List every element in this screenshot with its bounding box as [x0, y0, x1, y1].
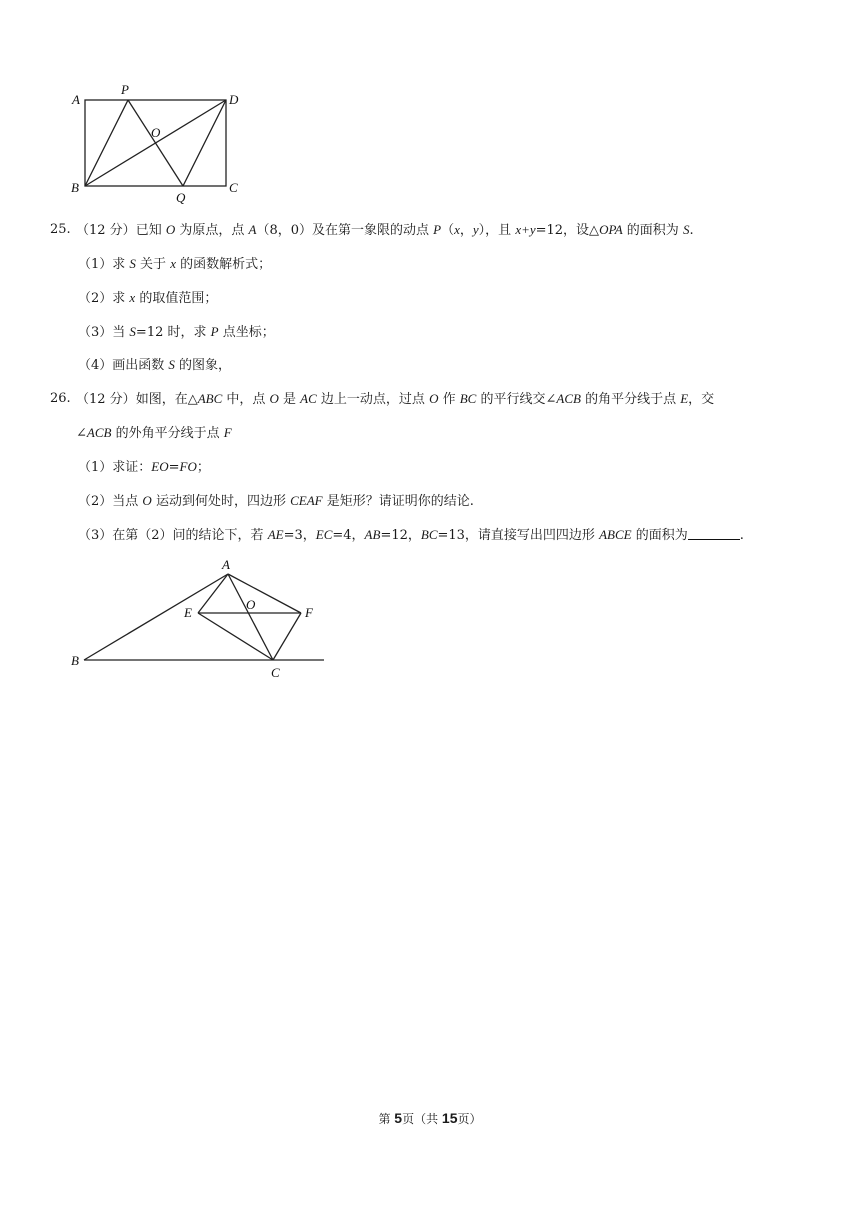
page-number: 5: [394, 1110, 403, 1126]
label-c: C: [229, 180, 238, 195]
label-c: C: [271, 665, 280, 680]
segment-ab: [84, 574, 228, 660]
label-d: D: [229, 92, 239, 107]
page-total: 15: [441, 1110, 458, 1126]
label-f: F: [305, 605, 313, 620]
label-q: Q: [176, 190, 186, 205]
segment-ae: [198, 574, 228, 613]
q25-number: 25.: [50, 222, 71, 237]
segment-fc: [273, 613, 301, 660]
figure-rectangle-abcd: [62, 80, 252, 210]
label-b: B: [71, 180, 79, 195]
label-b: B: [71, 653, 79, 668]
label-e: E: [184, 605, 192, 620]
label-o: O: [246, 597, 256, 612]
label-a: A: [72, 92, 80, 107]
segment-af: [228, 574, 301, 613]
label-a: A: [222, 557, 230, 572]
figure-triangle-abc: [62, 556, 332, 686]
segment-ac: [228, 574, 273, 660]
segment-ec: [198, 613, 273, 660]
q26-number: 26.: [50, 391, 71, 406]
answer-blank: [688, 527, 740, 540]
page-footer: 第 5页（共 15页）: [378, 1110, 482, 1126]
label-p: P: [121, 82, 129, 97]
label-o: O: [151, 125, 161, 140]
